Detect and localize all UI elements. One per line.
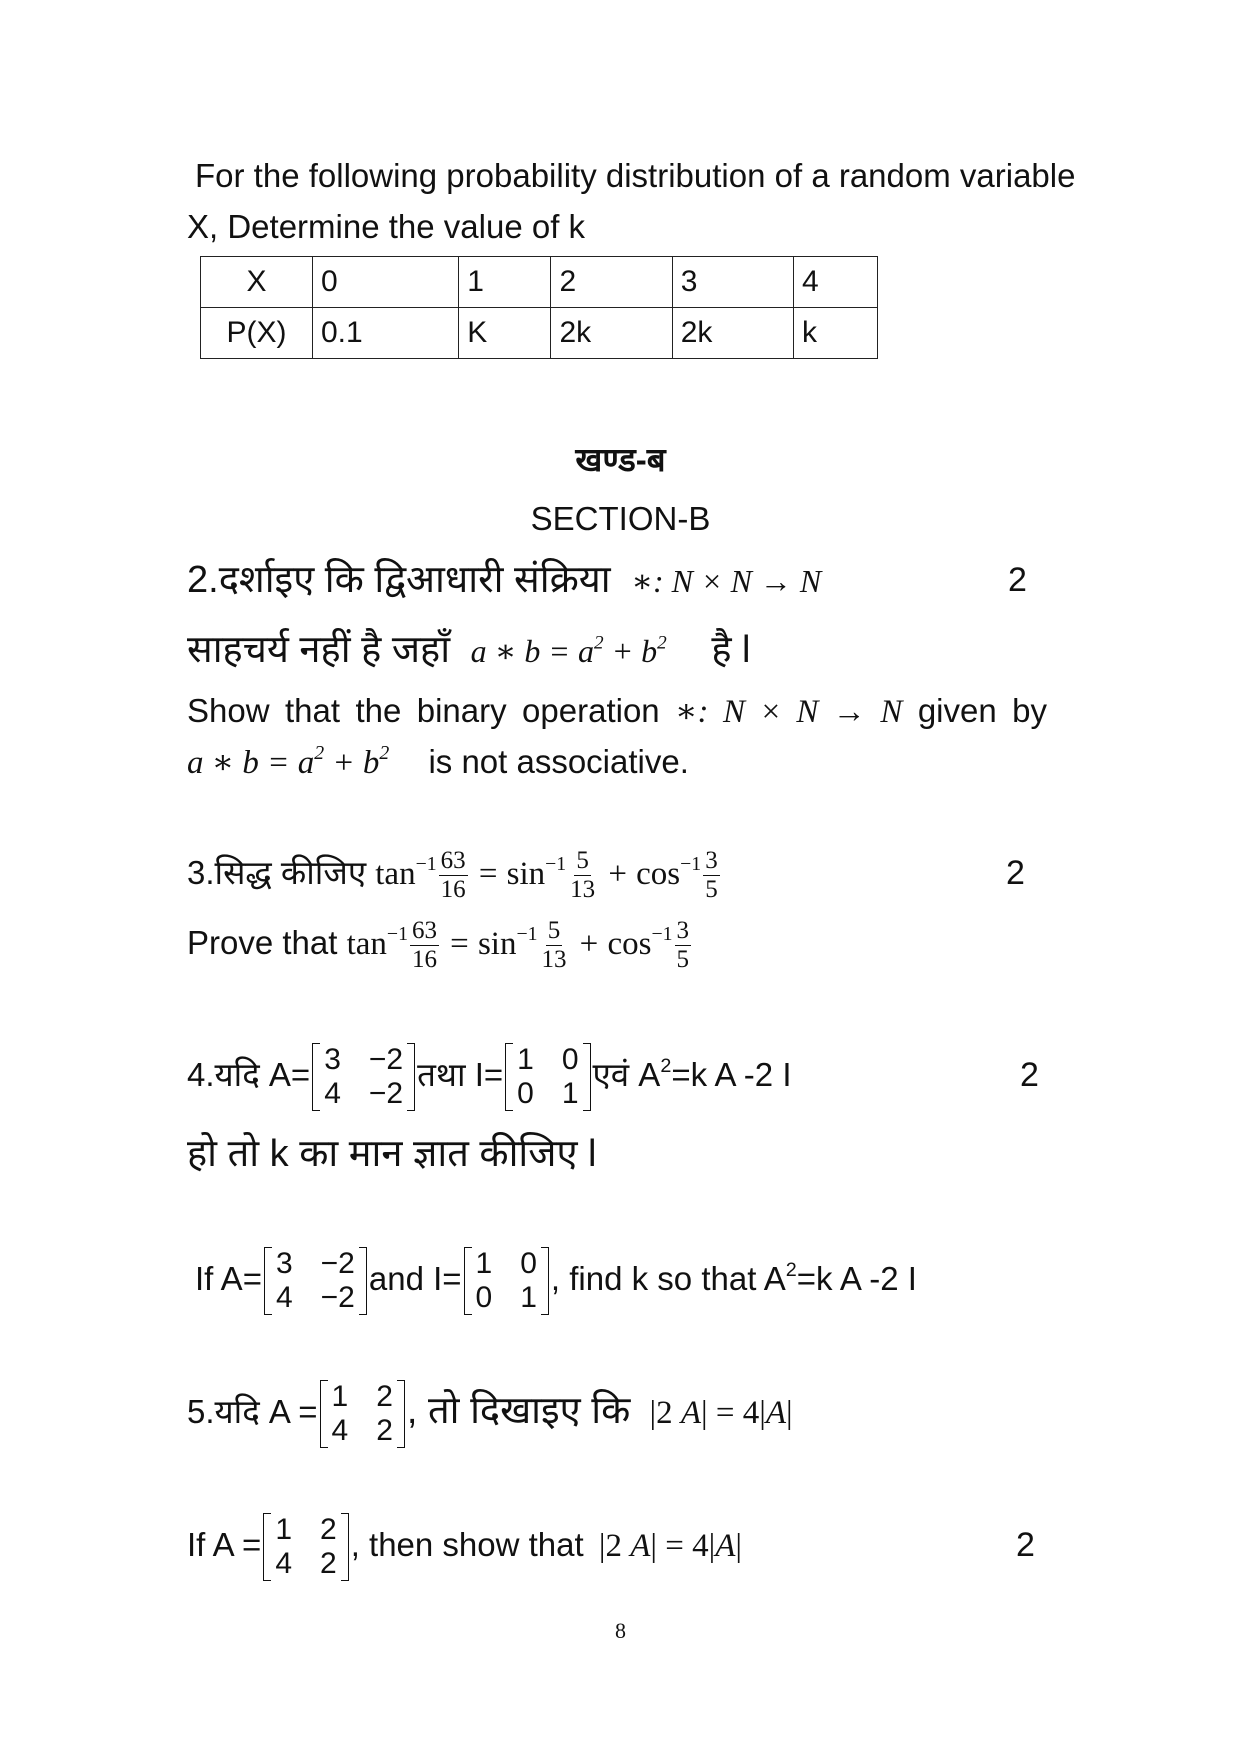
- section-heading-english: SECTION-B: [530, 500, 711, 537]
- q1-line1: For the following probability distribution of a random variable: [195, 157, 1076, 194]
- fraction: $\frac{3}{5}$: [705, 846, 718, 903]
- q4-marks: 2: [1020, 1056, 1039, 1094]
- binary-operation-math: ∗: N × N → N: [675, 694, 903, 730]
- sin-inverse-expression: $\sin^{-1}$: [477, 923, 538, 962]
- cos-inverse-expression: $\cos^{-1}$: [636, 853, 702, 892]
- q5-marks: 2: [1016, 1526, 1035, 1564]
- table-cell: X: [201, 257, 313, 308]
- q4-english-line: If A= 3 −2 4 −2 and I= 1 0 0 1 , find k so that $A^2=k$ A -2 I: [195, 1247, 917, 1315]
- table-row: [201, 308, 878, 359]
- binary-operation-math: ∗: N × N → N: [631, 563, 822, 599]
- table-cell: 2k: [672, 308, 793, 359]
- tan-inverse-expression: $\tan^{-1}$: [375, 853, 437, 892]
- table-cell: K: [459, 308, 551, 359]
- fraction: $\frac{63}{16}$: [411, 916, 437, 973]
- matrix-a: 3 −2 4 −2: [312, 1043, 415, 1111]
- q3-marks: 2: [1006, 854, 1025, 892]
- fraction: $\frac{3}{5}$: [676, 916, 690, 973]
- table-cell: 2k: [551, 308, 672, 359]
- operation-definition-math: a ∗ $b = a^2 + b^2$: [470, 632, 667, 669]
- q2-english-line2: a ∗ $b = a^2 + b^2$ is not associative.: [187, 742, 689, 781]
- q4-hindi-line1: 4.यदि A= 3 −2 4 −2 तथा I= 1 0 0 1 एवं $A^2=k$ A -2 I: [187, 1043, 792, 1111]
- tan-inverse-expression: $\tan^{-1}$: [346, 923, 408, 962]
- matrix-i: 1 0 0 1: [464, 1247, 549, 1315]
- q5-hindi-line: 5.यदि A = 1 2 4 2 , तो दिखाइए कि |2 A| = 4|A|: [187, 1380, 793, 1448]
- section-heading-hindi: खण्ड-ब: [575, 441, 666, 478]
- probability-table: [200, 256, 878, 359]
- sin-inverse-expression: $\sin^{-1}$: [506, 853, 567, 892]
- determinant-equation: |2 A| = 4|A|: [649, 1395, 793, 1431]
- q1-line2: X, Determine the value of k: [187, 208, 586, 245]
- table-cell: 0.1: [313, 308, 459, 359]
- fraction: $\frac{5}{13}$: [570, 846, 596, 903]
- matrix-i: 1 0 0 1: [505, 1043, 590, 1111]
- table-cell: 1: [459, 257, 551, 308]
- q3-english-line: Prove that $\tan^{-1}$ $\frac{63}{16}$ = $\sin^{-1}$ $\frac{5}{13}$ + $\cos^{-1}$ $\frac{3}{5}$: [187, 916, 690, 973]
- table-cell: 4: [794, 257, 878, 308]
- table-cell: k: [794, 308, 878, 359]
- operation-definition-math: a ∗ $b = a^2 + b^2$: [187, 742, 390, 781]
- matrix-a: 1 2 4 2: [263, 1513, 348, 1581]
- fraction: $\frac{63}{16}$: [440, 846, 466, 903]
- table-row: [201, 257, 878, 308]
- table-cell: 2: [551, 257, 672, 308]
- matrix-a: 3 −2 4 −2: [264, 1247, 367, 1315]
- table-cell: P(X): [201, 308, 313, 359]
- page-number: 8: [615, 1618, 626, 1643]
- q2-marks: 2: [1008, 561, 1027, 599]
- cos-inverse-expression: $\cos^{-1}$: [607, 923, 673, 962]
- determinant-equation: |2 A| = 4|A|: [598, 1528, 742, 1564]
- q4-hindi-line2: हो तो k का मान ज्ञात कीजिए l: [187, 1133, 597, 1175]
- q2-hindi-line2: साहचर्य नहीं है जहाँ a ∗ $b = a^2 + b^2$ है l: [187, 629, 751, 671]
- table-cell: 0: [313, 257, 459, 308]
- matrix-a: 1 2 4 2: [320, 1380, 405, 1448]
- q5-english-line: If A = 1 2 4 2 , then show that |2 A| = 4|A|: [187, 1513, 742, 1581]
- table-cell: 3: [672, 257, 793, 308]
- fraction: $\frac{5}{13}$: [541, 916, 567, 973]
- q3-hindi-line: 3.सिद्ध कीजिए $\tan^{-1}$ $\frac{63}{16}$ = $\sin^{-1}$ $\frac{5}{13}$ + $\cos^{-1}$ $\frac{3}{5}$: [187, 846, 718, 903]
- q2-english-line1: Show that the binary operation ∗: N × N → N given by: [187, 692, 1047, 730]
- q2-hindi-line1: 2.दर्शाइए कि द्विआधारी संक्रिया ∗: N × N → N: [187, 559, 822, 601]
